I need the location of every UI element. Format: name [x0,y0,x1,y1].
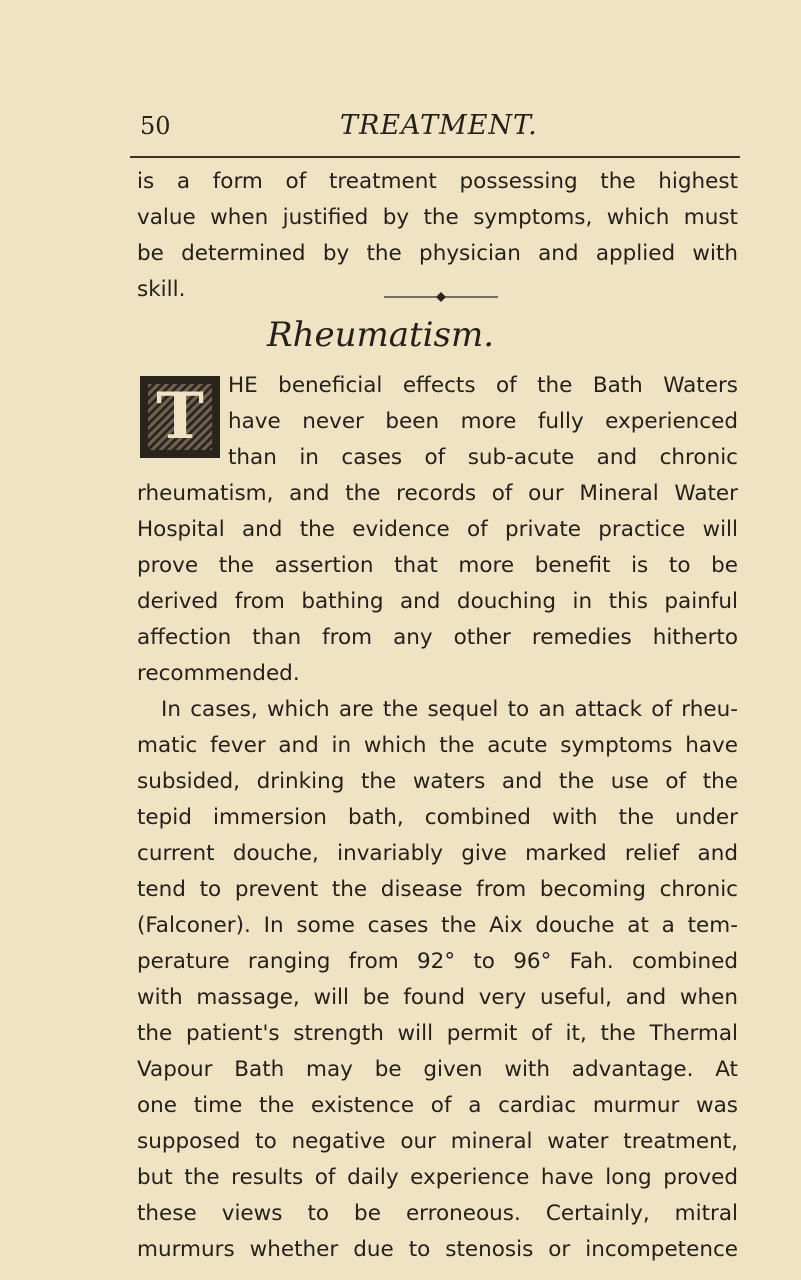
drop-cap-lines [228,368,738,476]
text-line: have never been more fully experienced [228,409,738,434]
text-line: supposed to negative our mineral water treatment, [137,1129,738,1154]
text-line: be determined by the physician and applied with [137,241,738,266]
text-line: recommended. [137,661,300,686]
paragraph-1 [137,476,738,692]
opening-paragraph [137,164,738,308]
text-line: HE beneficial effects of the Bath Waters [228,373,738,398]
text-line: the patient's strength will permit of it, the Thermal [137,1021,738,1046]
section-heading: Rheumatism. [266,315,495,355]
text-line: value when justified by the symptoms, which must [137,205,738,230]
running-head-title: TREATMENT. [340,110,538,141]
text-line: than in cases of sub-acute and chronic [228,445,738,470]
text-line: these views to be erroneous. Certainly, mitral [137,1201,738,1226]
page-number: 50 [140,112,171,140]
text-line: perature ranging from 92° to 96° Fah. combined [137,949,738,974]
text-line: but the results of daily experience have long proved [137,1165,738,1190]
text-line: is a form of treatment possessing the highest [137,169,738,194]
section-divider-ornament [384,290,498,304]
drop-cap [140,376,220,458]
text-line: tepid immersion bath, combined with the under [137,805,738,830]
header-rule [130,156,740,158]
text-line: (Falconer). In some cases the Aix douche at a tem- [137,913,738,938]
text-line: with massage, will be found very useful, and when [137,985,738,1010]
text-line: subsided, drinking the waters and the use of the [137,769,738,794]
text-line: Hospital and the evidence of private practice will [137,517,738,542]
text-line: prove the assertion that more benefit is to be [137,553,738,578]
text-line: skill. [137,277,186,302]
text-line: derived from bathing and douching in this painful [137,589,738,614]
text-line: In cases, which are the sequel to an attack of rheu- [161,697,738,722]
text-line: one time the existence of a cardiac murmur was [137,1093,738,1118]
text-line: tend to prevent the disease from becoming chronic [137,877,738,902]
drop-cap-letter: T [156,379,204,454]
text-line: Vapour Bath may be given with advantage. At [137,1057,738,1082]
running-head [130,112,740,152]
text-line: affection than from any other remedies hitherto [137,625,738,650]
paragraph-2 [137,692,738,1268]
text-line: current douche, invariably give marked relief and [137,841,738,866]
text-line: matic fever and in which the acute symptoms have [137,733,738,758]
text-line: murmurs whether due to stenosis or incompetence [137,1237,738,1262]
text-line: rheumatism, and the records of our Mineral Water [137,481,738,506]
